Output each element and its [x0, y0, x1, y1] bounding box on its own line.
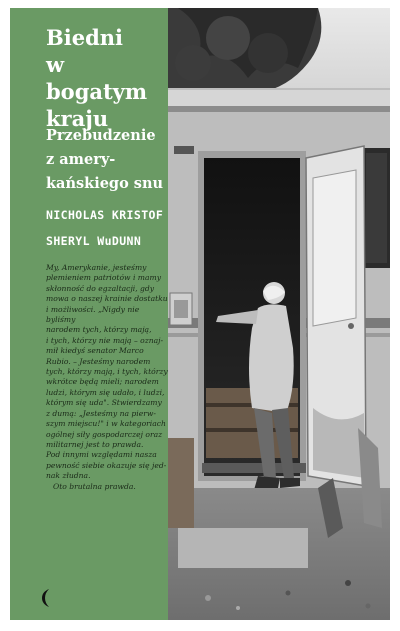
blurb-line: szym miejscu!" i w kategoriach	[46, 419, 166, 429]
blurb-text	[46, 263, 170, 492]
blurb-line: nak złudna.	[46, 471, 91, 481]
author-name: NICHOLAS KRISTOF	[46, 208, 164, 222]
subtitle-line: Przebudzenie	[46, 127, 156, 144]
blurb-line: mowa o naszej krainie dostatku	[46, 294, 168, 304]
book-cover	[10, 8, 390, 620]
blurb-last-line	[46, 482, 170, 492]
blurb-line: i możliwości. „Nigdy nie byliśmy	[46, 304, 140, 325]
black-crescent-logo	[40, 588, 54, 608]
blurb-line: i tych, którzy nie mają – oznaj-	[46, 335, 164, 345]
blurb-line: skłonność do egzaltacji, gdy	[46, 283, 155, 293]
subtitle-line: z amery-	[46, 151, 116, 168]
blurb-line: pewność siebie okazuje się jed-	[46, 460, 167, 470]
subtitle-line: kańskiego snu	[46, 175, 164, 192]
blurb-line: Pod innymi względami nasza	[46, 450, 157, 460]
blurb-line: mił kiedyś senator Marco	[46, 346, 144, 356]
blurb-line: którym się uda". Stwierdzamy	[46, 398, 162, 408]
woman-entering-rv-photo	[168, 8, 390, 620]
blurb-line: ogólnej siły gospodarczej oraz	[46, 429, 163, 439]
blurb-line: Rubio. – Jesteśmy narodem	[46, 356, 151, 366]
blurb-line: z dumą: „Jesteśmy na pierw-	[46, 408, 156, 418]
blurb-line: wkrótce będą mieli; narodem	[46, 377, 159, 387]
title-line: w bogatym	[46, 52, 148, 104]
book-subtitle	[46, 124, 170, 196]
title-line: Biedni	[46, 25, 124, 50]
author-name: SHERYL WuDUNN	[46, 234, 142, 248]
book-title	[46, 24, 172, 132]
blurb-line: narodem tych, którzy mają,	[46, 325, 152, 335]
title-line: kraju	[46, 106, 109, 131]
blurb-line: plemieniem patriotów i mamy	[46, 273, 162, 283]
blurb-line: militarnej jest to prawda.	[46, 439, 144, 449]
blurb-line: ludzi, którym się udało, i ludzi,	[46, 387, 165, 397]
blurb-line: My, Amerykanie, jesteśmy	[46, 263, 147, 272]
blurb-closing: Oto brutalna prawda.	[53, 481, 136, 491]
blurb-line: tych, którzy mają, i tych, którzy	[46, 367, 168, 377]
